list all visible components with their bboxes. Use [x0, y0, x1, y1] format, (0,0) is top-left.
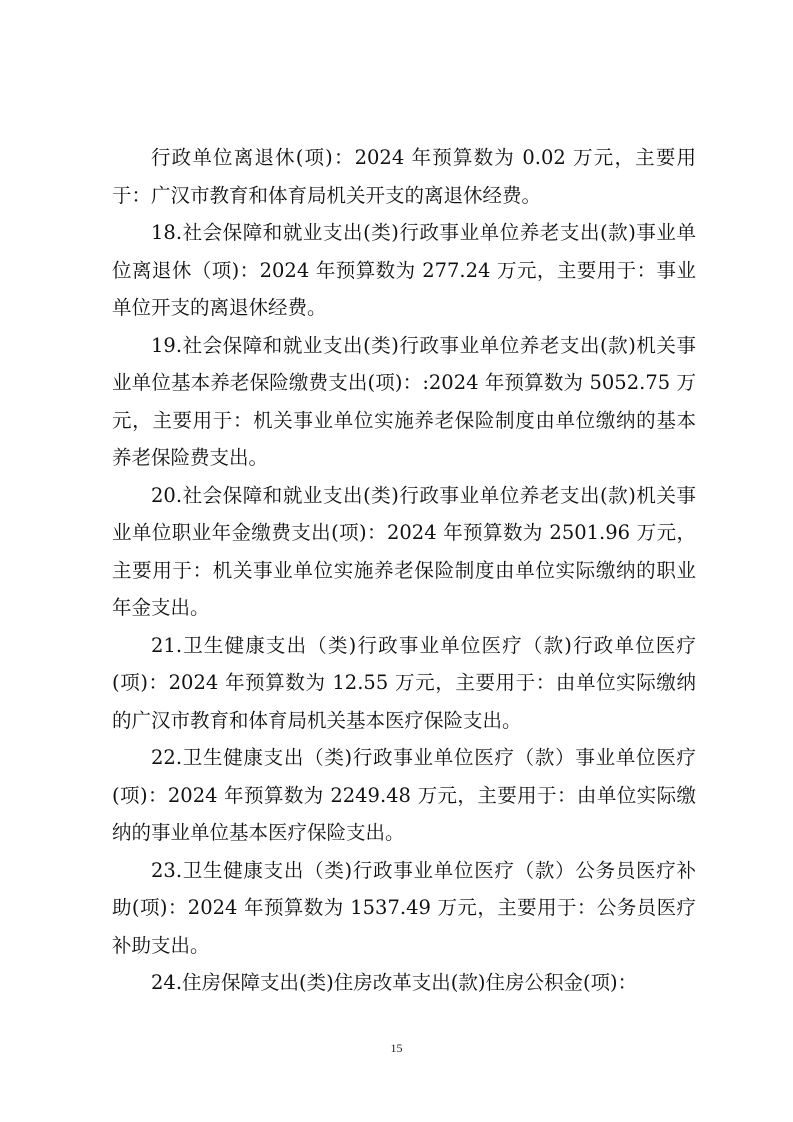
paragraph-18: 18.社会保障和就业支出(类)行政事业单位养老支出(款)事业单位离退休（项)：2024 年预算数为 277.24 万元，主要用于：事业单位开支的离退休经费。	[112, 221, 696, 319]
page-number: 15	[390, 1041, 403, 1055]
paragraph-19: 19.社会保障和就业支出(类)行政事业单位养老支出(款)机关事业单位基本养老保险缴费支出(项)：:2024 年预算数为 5052.75 万元，主要用于：机关事业单位实施养老保险制度由单位缴纳的基本养老保险费支出。	[112, 333, 696, 469]
paragraph-22: 22.卫生健康支出（类)行政事业单位医疗（款）事业单位医疗(项)：2024 年预算数为 2249.48 万元，主要用于：由单位实际缴纳的事业单位基本医疗保险支出。	[112, 746, 696, 844]
body-text	[112, 139, 696, 1002]
paragraph-retirement-admin: 行政单位离退休(项)：2024 年预算数为 0.02 万元，主要用于：广汉市教育和体育局机关开支的离退休经费。	[112, 146, 696, 207]
paragraph-24: 24.住房保障支出(类)住房改革支出(款)住房公积金(项)：	[151, 971, 638, 994]
paragraph-23: 23.卫生健康支出（类)行政事业单位医疗（款）公务员医疗补助(项)：2024 年预算数为 1537.49 万元，主要用于：公务员医疗补助支出。	[112, 858, 696, 957]
paragraph-20: 20.社会保障和就业支出(类)行政事业单位养老支出(款)机关事业单位职业年金缴费支出(项)：2024 年预算数为 2501.96 万元，主要用于：机关事业单位实施养老保险制度由单位实际缴纳的职业年金支出。	[112, 483, 696, 619]
paragraph-21: 21.卫生健康支出（类)行政事业单位医疗（款)行政单位医疗(项)：2024 年预算数为 12.55 万元，主要用于：由单位实际缴纳的广汉市教育和体育局机关基本医疗保险支出。	[112, 633, 696, 732]
